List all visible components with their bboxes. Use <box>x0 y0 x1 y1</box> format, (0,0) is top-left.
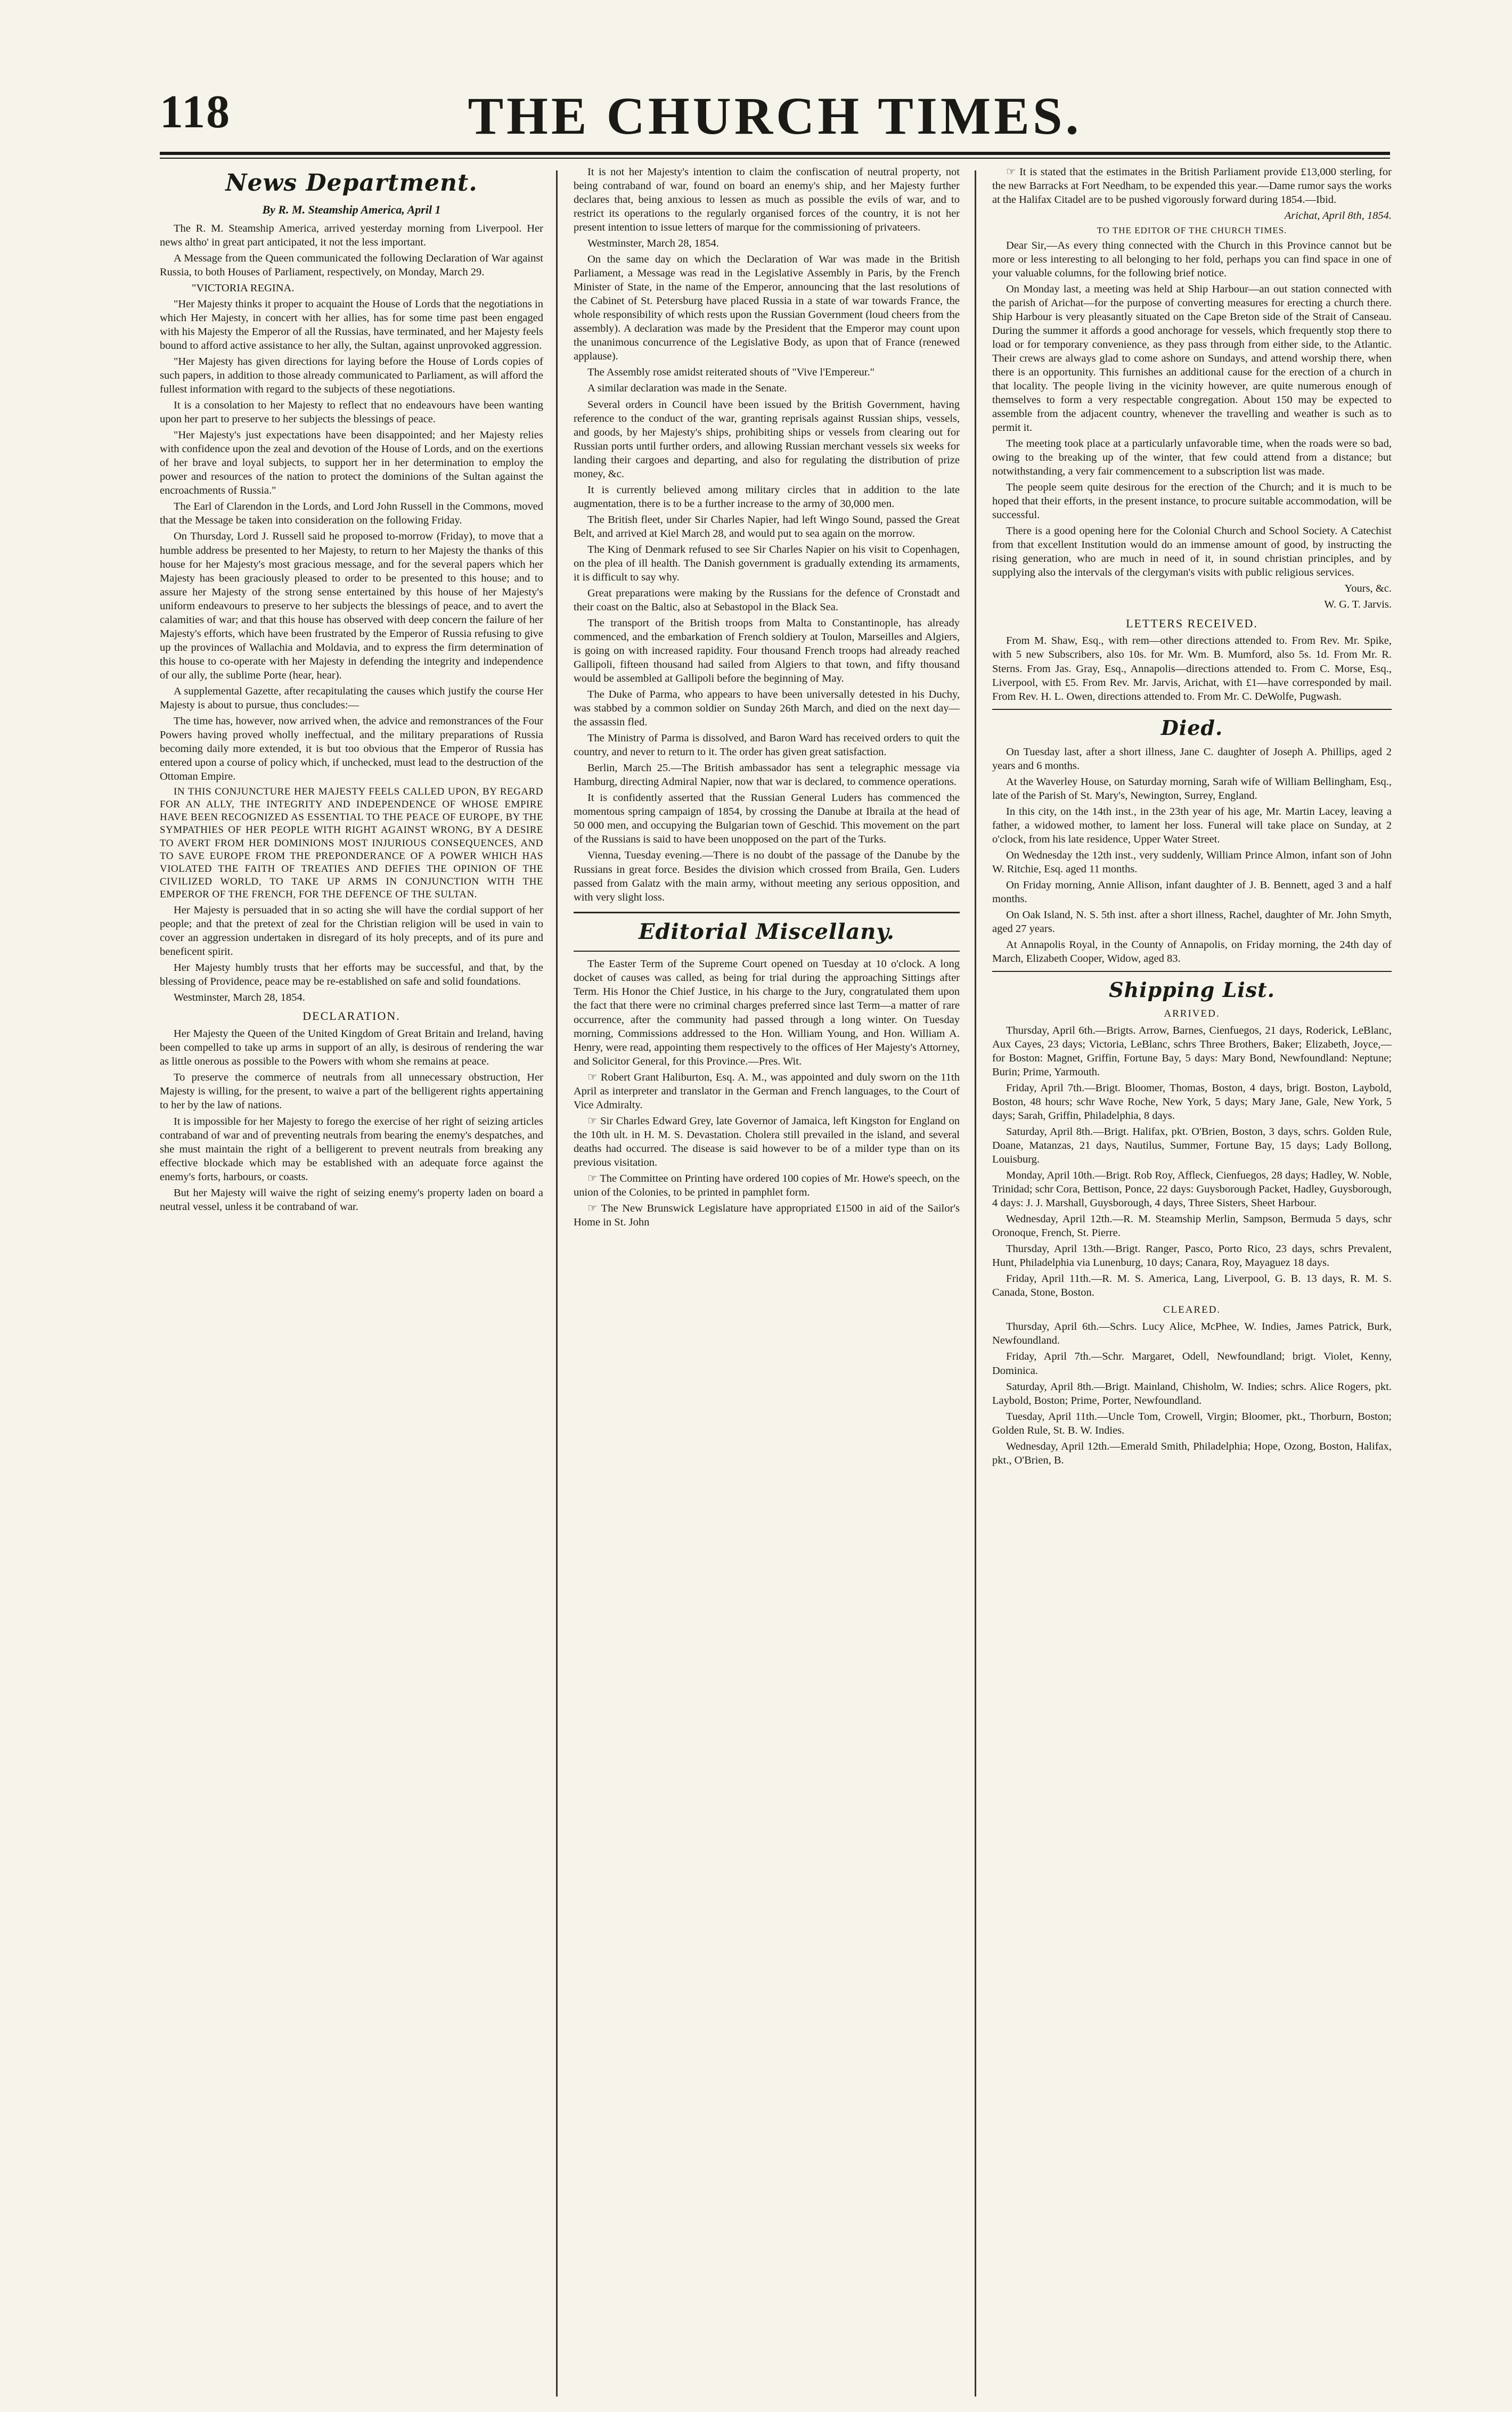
article-paragraph: It is currently believed among military circles that in addition to the late augmentation, there is to be a further increase to the army of 30,000 men. <box>574 484 960 510</box>
column-divider <box>556 170 558 2397</box>
article-paragraph: Berlin, March 25.—The British ambassador has sent a telegraphic message via Hamburg, directing Admiral Napier, now that war is declared, to commence operations. <box>574 762 960 788</box>
article-paragraph: The Ministry of Parma is dissolved, and Baron Ward has received orders to quit the country, and never to return to it. The order has given great satisfaction. <box>574 732 960 758</box>
letters-received-heading: LETTERS RECEIVED. <box>1126 616 1258 630</box>
shipping-entry: Thursday, April 13th.—Brigt. Ranger, Pasco, Porto Rico, 23 days, schrs Prevalent, Hunt, Philadelphia via Lunenburg, 10 days; Canara, Roy, Mayaguez 18 days. <box>992 1243 1392 1269</box>
shipping-entry: Wednesday, April 12th.—Emerald Smith, Philadelphia; Hope, Ozong, Boston, Halifax, pkt., O'Brien, B. <box>992 1440 1392 1466</box>
shipping-entry: Wednesday, April 12th.—R. M. Steamship Merlin, Sampson, Bermuda 5 days, schr Oronoque, French, St. Pierre. <box>992 1213 1392 1239</box>
shipping-entry: Monday, April 10th.—Brigt. Rob Roy, Affleck, Cienfuegos, 28 days; Hadley, W. Noble, Trinidad; schr Cora, Bettison, Ponce, 22 days: Guysborough Packet, Hadley, Guysborough, 4 days: J. J. Marshall, Guysborough, 4 days, Three Sisters, Sheet Harbour. <box>992 1170 1392 1209</box>
cleared-heading: CLEARED. <box>1163 1304 1221 1316</box>
byline: By R. M. Steamship America, April 1 <box>262 202 441 216</box>
proclamation-head: "VICTORIA REGINA. <box>192 282 295 294</box>
obituary-entry: In this city, on the 14th inst., in the 23th year of his age, Mr. Martin Lacey, leaving a father, a widowed mother, to lament her loss. Funeral will take place on Sunday, at 2 o'clock, from his late residence, Upper Water Street. <box>992 805 1392 846</box>
article-paragraph: Great preparations were making by the Russians for the defence of Cronstadt and their coast on the Baltic, also at Sebastopol in the Black Sea. <box>574 587 960 613</box>
article-paragraph: Vienna, Tuesday evening.—There is no doubt of the passage of the Danube by the Russians in great force. Besides the division which crossed from Braila, Gen. Luders passed from Galatz with the main army, without meeting any serious opposition, and with very slight loss. <box>574 849 960 903</box>
article-paragraph: ☞ It is stated that the estimates in the British Parliament provide £13,000 sterling, for the new Barracks at Fort Needham, to be expended this year.—Dame rumor says the works at the Halifax Citadel are to be pushed vigorously forward during 1854.—Ibid. <box>992 166 1392 206</box>
editorial-paragraph: ☞ Sir Charles Edward Grey, late Governor of Jamaica, left Kingston for England on the 10th ult. in H. M. S. Devastation. Cholera still prevailed in the island, and several deaths had occurred. The disease is said however to be of a milder type than on its previous visitation. <box>574 1115 960 1168</box>
died-heading: Died. <box>1160 715 1223 740</box>
article-paragraph: The Earl of Clarendon in the Lords, and Lord John Russell in the Commons, moved that the Message be taken into consideration on the following Friday. <box>160 501 543 527</box>
obituary-entry: On Wednesday the 12th inst., very suddenly, William Prince Almon, infant son of John W. Ritchie, Esq. aged 11 months. <box>992 849 1392 876</box>
article-paragraph: The R. M. Steamship America, arrived yesterday morning from Liverpool. Her news altho' in great part anticipated, it not the less important. <box>160 222 543 248</box>
section-divider <box>992 971 1392 972</box>
column-1 <box>160 165 543 2402</box>
article-paragraph: The King of Denmark refused to see Sir Charles Napier on his visit to Copenhagen, on the plea of ill health. The Danish government is gradually extending its armaments, it is difficult to say why. <box>574 543 960 583</box>
column-divider <box>975 170 976 2397</box>
article-paragraph: The Assembly rose amidst reiterated shouts of "Vive l'Empereur." <box>587 366 874 379</box>
column-3 <box>992 165 1392 2402</box>
section-heading: News Department. <box>225 169 478 197</box>
editorial-heading: Editorial Miscellany. <box>639 919 895 944</box>
section-divider <box>574 951 960 952</box>
letter-dateline: Arichat, April 8th, 1854. <box>1284 210 1392 222</box>
article-paragraph: "Her Majesty's just expectations have been disappointed; and her Majesty relies with confidence upon the zeal and devotion of the House of Lords, and on the exertions of her brave and loyal subjects, to support her in her determination to employ the power and resources of the nation to protect the dominions of the Sultan against the encroachments of Russia." <box>160 429 543 497</box>
article-paragraph: It is confidently asserted that the Russian General Luders has commenced the momentous spring campaign of 1854, by crossing the Danube at Ibraila at the head of 50 000 men, and occupying the Bulgarian town of Geschid. This movement on the part of the Russians is said to have been unopposed on the part of the Turks. <box>574 792 960 846</box>
column-2 <box>574 165 960 2402</box>
article-paragraph: A supplemental Gazette, after recapitulating the causes which justify the course Her Majesty is about to pursue, thus concludes:— <box>160 685 543 711</box>
masthead-rule <box>160 152 1390 155</box>
section-divider <box>992 709 1392 710</box>
editorial-paragraph: ☞ The Committee on Printing have ordered 100 copies of Mr. Howe's speech, on the union of the Colonies, to be printed in pamphlet form. <box>574 1172 960 1198</box>
article-paragraph: A Message from the Queen communicated the following Declaration of War against Russia, to both Houses of Parliament, respectively, on Monday, March 29. <box>160 252 543 278</box>
masthead-rule-thin <box>160 158 1390 159</box>
letter-signoff: Yours, &c. <box>1344 583 1392 595</box>
shipping-entry: Friday, April 11th.—R. M. S. America, Lang, Liverpool, G. B. 13 days, R. M. S. Canada, Stone, Boston. <box>992 1273 1392 1299</box>
article-paragraph: On the same day on which the Declaration of War was made in the British Parliament, a Message was read in the Legislative Assembly in Paris, by the French Minister of State, in the name of the Emperor, announcing that the last resolutions of the Cabinet of St. Petersburg have placed Russia in a state of war towards France, the whole responsibility of which rests upon the Russian Government (loud cheers from the assembly). A declaration was made by the President that the Emperor may count upon the unanimous concurrence of the Legislative Body, as upon that of France (renewed applause). <box>574 254 960 363</box>
letter-address: TO THE EDITOR OF THE CHURCH TIMES. <box>1097 225 1287 236</box>
shipping-entry: Saturday, April 8th.—Brigt. Halifax, pkt. O'Brien, Boston, 3 days, schrs. Golden Rule, Doane, Matanzas, 21 days, Nautilus, Summer, Fortune Bay, 15 days; Lady Bollong, Louisburg. <box>992 1125 1392 1165</box>
article-paragraph: It is impossible for her Majesty to forego the exercise of her right of seizing articles contraband of war and of preventing neutrals from bearing the enemy's despatches, and she must maintain the right of a belligerent to prevent neutrals from breaking any effective blockade which may be established with an adequate force against the enemy's forts, harbours, or coasts. <box>160 1115 543 1183</box>
letter-paragraph: Dear Sir,—As every thing connected with the Church in this Province cannot but be more or less interesting to all belonging to her fold, perhaps you can find space in one of your valuable columns, for the following brief notice. <box>992 239 1392 279</box>
shipping-entry: Friday, April 7th.—Brigt. Bloomer, Thomas, Boston, 4 days, brigt. Boston, Laybold, Boston, 48 hours; schr Wave Roche, New York, 5 days; Mary Jane, Gale, New York, 5 days; Sarah, Griffin, Philadelphia, 8 days. <box>992 1082 1392 1122</box>
arrived-heading: ARRIVED. <box>1164 1008 1220 1019</box>
letter-paragraph: There is a good opening here for the Colonial Church and School Society. A Catechist from that excellent Institution would do an immense amount of good, by instructing the rising generation, who are much in need of it, in sound christian principles, and by supplying also the intervals of the clergyman's visits with public religious services. <box>992 525 1392 579</box>
article-paragraph-caps: IN THIS CONJUNCTURE HER MAJESTY FEELS CALLED UPON, BY REGARD FOR AN ALLY, THE INTEGRITY AND INDEPENDENCE OF WHOSE EMPIRE HAVE BEEN RECOGNIZED AS ESSENTIAL TO THE PEACE OF EUROPE, BY THE SYMPATHIES OF HER PEOPLE WITH RIGHT AGAINST WRONG, BY A DESIRE TO AVERT FROM HER DOMINIONS MOST INJURIOUS CONSEQUENCES, AND TO SAVE EUROPE FROM THE PREPONDERANCE OF A POWER WHICH HAS VIOLATED THE FAITH OF TREATIES AND DEFIES THE OPINION OF THE CIVILIZED WORLD, TO TAKE UP ARMS IN CONJUNCTION WITH THE EMPEROR OF THE FRENCH, FOR THE DEFENCE OF THE SULTAN. <box>160 786 543 901</box>
obituary-entry: At Annapolis Royal, in the County of Annapolis, on Friday morning, the 24th day of March, Elizabeth Cooper, Widow, aged 83. <box>992 939 1392 965</box>
dateline: Westminster, March 28, 1854. <box>587 238 719 250</box>
article-paragraph: "Her Majesty has given directions for laying before the House of Lords copies of such papers, in addition to those already communicated to Parliament, as will afford the fullest information with regard to the subjects of these negotiations. <box>160 356 543 396</box>
article-paragraph: It is not her Majesty's intention to claim the confiscation of neutral property, not being contraband of war, found on board an enemy's ship, and her Majesty further declares that, being anxious to lessen as much as possible the evils of war, and to restrict its operations to the regularly organised forces of the country, it is not her present intention to issue letters of marque for the commissioning of privateers. <box>574 166 960 234</box>
obituary-entry: On Friday morning, Annie Allison, infant daughter of J. B. Bennett, aged 3 and a half months. <box>992 879 1392 905</box>
letter-paragraph: The people seem quite desirous for the erection of the Church; and it is much to be hoped that their efforts, in the present instance, to procure suitable accommodation, will be successful. <box>992 481 1392 521</box>
declaration-heading: DECLARATION. <box>303 1009 401 1023</box>
article-paragraph: The time has, however, now arrived when, the advice and remonstrances of the Four Powers having proved wholly ineffectual, and the military preparations of Russia becoming daily more extended, it is but too obvious that the Emperor of Russia has entered upon a course of policy which, if unchecked, must lead to the destruction of the Ottoman Empire. <box>160 715 543 782</box>
editorial-paragraph: The Easter Term of the Supreme Court opened on Tuesday at 10 o'clock. A long docket of causes was called, as being for trial during the approaching Sittings after Term. His Honor the Chief Justice, in his charge to the Jury, congratulated them upon the fact that there were no criminal charges preferred since last Term—a matter of rare occurrence, after the community had passed through a long winter. On Tuesday morning, Commissions addressed to the Hon. William Young, and Hon. William A. Henry, were read, appointing them respectively to the offices of Her Majesty's Attorney, and Solicitor General, for this Province.—Pres. Wit. <box>574 958 960 1067</box>
article-paragraph: But her Majesty will waive the right of seizing enemy's property laden on board a neutral vessel, unless it be contraband of war. <box>160 1187 543 1213</box>
letter-signature: W. G. T. Jarvis. <box>1324 599 1392 611</box>
shipping-entry: Saturday, April 8th.—Brigt. Mainland, Chisholm, W. Indies; schrs. Alice Rogers, pkt. Laybold, Boston; Prime, Porter, Newfoundland. <box>992 1380 1392 1407</box>
article-paragraph: Her Majesty humbly trusts that her efforts may be successful, and that, by the blessing of Providence, peace may be re-established on safe and solid foundations. <box>160 962 543 988</box>
letters-received-text: From M. Shaw, Esq., with rem—other directions attended to. From Rev. Mr. Spike, with 5 new Subscribers, also 10s. for Mr. Wm. B. Mumford, also 5s. 1d. From Mr. R. Sterns. From Jas. Gray, Esq., Annapolis—directions attended to. From C. Morse, Esq., Liverpool, with £5. From Rev. Mr. Jarvis, Arichat, with £1—have corresponded by mail. From Rev. H. L. Owen, directions attended to. From Mr. C. DeWolfe, Pugwash. <box>992 635 1392 702</box>
article-paragraph: Several orders in Council have been issued by the British Government, having reference to the conduct of the war, granting reprisals against Russian ships, vessels, and goods, by her Majesty's ships, prohibiting ships or vessels from clearing out for Russian ports until further orders, and allowing Russian merchant vessels six weeks for landing their cargoes and departing, and also for regulating the distribution of prize money, &c. <box>574 398 960 480</box>
obituary-entry: At the Waverley House, on Saturday morning, Sarah wife of William Bellingham, Esq., late of the Parish of St. Mary's, Newington, Surrey, England. <box>992 775 1392 802</box>
masthead <box>160 80 1390 154</box>
article-paragraph: The British fleet, under Sir Charles Napier, had left Wingo Sound, passed the Great Belt, and arrived at Kiel March 28, and would put to sea again on the morrow. <box>574 513 960 539</box>
article-paragraph: It is a consolation to her Majesty to reflect that no endeavours have been wanting upon her part to preserve to her subjects the blessings of peace. <box>160 399 543 426</box>
article-paragraph: The transport of the British troops from Malta to Constantinople, has already commenced, and the embarkation of French soldiery at Toulon, Marseilles and Algiers, is going on with increased rapidity. Four thousand French troops had already reached Gallipoli, fifteen thousand had sailed from Algiers to that town, and fifty thousand would be assembled at Gallipoli before the beginning of May. <box>574 617 960 685</box>
editorial-paragraph: ☞ Robert Grant Haliburton, Esq. A. M., was appointed and duly sworn on the 11th April as interpreter and translator in the German and French languages, to the Court of Vice Admiralty. <box>574 1071 960 1111</box>
shipping-entry: Thursday, April 6th.—Brigts. Arrow, Barnes, Cienfuegos, 21 days, Roderick, LeBlanc, Aux Cayes, 23 days; Victoria, LeBlanc, schrs Three Brothers, Baker; Elizabeth, Joyce,—for Boston: Magnet, Griffin, Fortune Bay, 5 days: Mary Bond, Newfoundland: Neptune; Burin; Prime, Yarmouth. <box>992 1024 1392 1078</box>
page-number: 118 <box>160 86 231 138</box>
newspaper-title: THE CHURCH TIMES. <box>468 86 1082 145</box>
dateline: Westminster, March 28, 1854. <box>174 992 305 1004</box>
obituary-entry: On Tuesday last, after a short illness, Jane C. daughter of Joseph A. Phillips, aged 2 years and 6 months. <box>992 746 1392 772</box>
article-paragraph: "Her Majesty thinks it proper to acquaint the House of Lords that the negotiations in which Her Majesty, in concert with her allies, has for some time past been engaged with his Majesty the Emperor of all the Russias, have terminated, and her Majesty feels bound to afford active assistance to her ally, the Sultan, against unprovoked aggression. <box>160 298 543 352</box>
article-paragraph: On Thursday, Lord J. Russell said he proposed to-morrow (Friday), to move that a humble address be presented to her Majesty, to return to her Majesty the thanks of this house for her Majesty's most gracious message, and for the several papers which her Majesty has been graciously pleased to order to be presented to this house; and to assure her Majesty of the strong sense entertained by this house of her Majesty's uniform endeavours to preserve to her subjects the blessings of peace, and to avert the calamities of war; and that this house has observed with deep concern the failure of her Majesty's efforts, which have been frustrated by the Emperor of Russia refusing to give up the provinces of Wallachia and Moldavia, and to express the firm determination of this house to co-operate with her Majesty in defending the integrity and independence of our ally, the sublime Porte (hear, hear). <box>160 530 543 681</box>
letter-paragraph: On Monday last, a meeting was held at Ship Harbour—an out station connected with the parish of Arichat—for the purpose of converting measures for erecting a church there. Ship Harbour is very pleasantly situated on the Cape Breton side of the Strait of Canseau. During the summer it affords a good anchorage for vessels, which frequently stop there to load or for temporary convenience, as they pass through from either side, to the Atlantic. Their crews are always glad to come ashore on Sundays, and attend worship there, when there is an opportunity. This furnishes an additional cause for the erection of a church in that locality. The people living in the vicinity however, are quite numerous enough of themselves to form a very respectable congregation. About 150 may be expected to assemble from the adjacent country, whenever the travelling and weather is such as to permit it. <box>992 283 1392 434</box>
shipping-entry: Tuesday, April 11th.—Uncle Tom, Crowell, Virgin; Bloomer, pkt., Thorburn, Boston; Golden Rule, St. B. W. Indies. <box>992 1410 1392 1436</box>
letter-paragraph: The meeting took place at a particularly unfavorable time, when the roads were so bad, owing to the breaking up of the winter, that few could attend from a distance; but notwithstanding, a very fair commencement to a subscription list was made. <box>992 438 1392 478</box>
article-paragraph: To preserve the commerce of neutrals from all unnecessary obstruction, Her Majesty is willing, for the present, to waive a part of the belligerent rights appertaining to her by the law of nations. <box>160 1072 543 1111</box>
shipping-entry: Thursday, April 6th.—Schrs. Lucy Alice, McPhee, W. Indies, James Patrick, Burk, Newfoundland. <box>992 1321 1392 1347</box>
shipping-list-heading: Shipping List. <box>1109 978 1275 1002</box>
shipping-entry: Friday, April 7th.—Schr. Margaret, Odell, Newfoundland; brigt. Violet, Kenny, Dominica. <box>992 1351 1392 1377</box>
section-divider <box>574 912 960 913</box>
article-paragraph: Her Majesty the Queen of the United Kingdom of Great Britain and Ireland, having been compelled to take up arms in support of an ally, is desirous of rendering the war as little onerous as possible to the Powers with whom she remains at peace. <box>160 1028 543 1068</box>
editorial-paragraph: ☞ The New Brunswick Legislature have appropriated £1500 in aid of the Sailor's Home in St. John <box>574 1202 960 1228</box>
article-paragraph: Her Majesty is persuaded that in so acting she will have the cordial support of her people; and that the pretext of zeal for the Christian religion will be used in vain to cover an aggression undertaken in disregard of its holy precepts, and of its pure and beneficent spirit. <box>160 904 543 958</box>
article-paragraph: A similar declaration was made in the Senate. <box>587 382 787 395</box>
article-paragraph: The Duke of Parma, who appears to have been universally detested in his Duchy, was stabbed by a common soldier on Sunday 26th March, and died on the next day—the assassin fled. <box>574 689 960 729</box>
obituary-entry: On Oak Island, N. S. 5th inst. after a short illness, Rachel, daughter of Mr. John Smyth, aged 27 years. <box>992 909 1392 935</box>
